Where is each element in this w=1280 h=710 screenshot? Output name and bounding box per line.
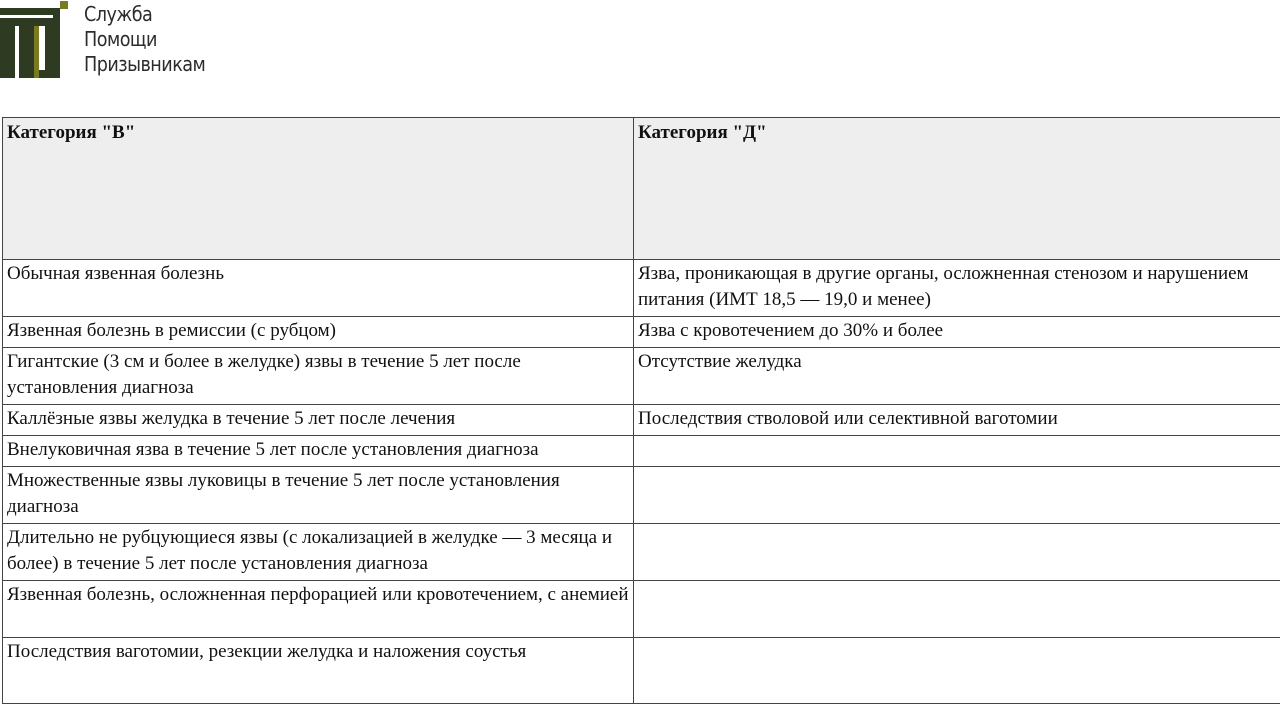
table-row bbox=[3, 317, 1280, 348]
table-cell: Длительно не рубцующиеся язвы (с локализацией в желудке — 3 месяца и более) в течение 5 лет после установления диагноза bbox=[3, 524, 634, 581]
table-cell: Язва с кровотечением до 30% и более bbox=[634, 317, 1280, 348]
logo-text bbox=[84, 2, 205, 77]
table-row bbox=[3, 638, 1280, 704]
table-cell: Внелуковичная язва в течение 5 лет после установления диагноза bbox=[3, 436, 634, 467]
table-cell: Последствия стволовой или селективной ваготомии bbox=[634, 405, 1280, 436]
table-cell: Множественные язвы луковицы в течение 5 лет после установления диагноза bbox=[3, 467, 634, 524]
logo-line-1: Служба bbox=[84, 2, 153, 26]
table-cell: Обычная язвенная болезнь bbox=[3, 260, 634, 317]
table-row bbox=[3, 524, 1280, 581]
header-category-d: Категория "Д" bbox=[634, 118, 1280, 260]
table-cell bbox=[634, 638, 1280, 704]
table-row bbox=[3, 348, 1280, 405]
category-table bbox=[2, 117, 1280, 704]
table-cell: Последствия ваготомии, резекции желудка и наложения соустья bbox=[3, 638, 634, 704]
table-cell: Гигантские (3 см и более в желудке) язвы в течение 5 лет после установления диагноза bbox=[3, 348, 634, 405]
site-logo[interactable] bbox=[0, 0, 230, 82]
table-cell bbox=[634, 581, 1280, 638]
table-row bbox=[3, 581, 1280, 638]
logo-line-2: Помощи bbox=[84, 27, 157, 51]
table-cell: Каллёзные язвы желудка в течение 5 лет после лечения bbox=[3, 405, 634, 436]
table-row bbox=[3, 260, 1280, 317]
table-cell: Язва, проникающая в другие органы, осложненная стенозом и нарушением питания (ИМТ 18,5 — 19,0 и менее) bbox=[634, 260, 1280, 317]
table-cell bbox=[634, 524, 1280, 581]
table-header-row bbox=[3, 118, 1280, 260]
logo-mark-icon bbox=[0, 0, 72, 82]
header-category-v: Категория "В" bbox=[3, 118, 634, 260]
table-cell: Язвенная болезнь в ремиссии (с рубцом) bbox=[3, 317, 634, 348]
table-cell: Язвенная болезнь, осложненная перфорацией или кровотечением, с анемией bbox=[3, 581, 634, 638]
table-row bbox=[3, 436, 1280, 467]
table-cell bbox=[634, 436, 1280, 467]
table-cell bbox=[634, 467, 1280, 524]
table-cell: Отсутствие желудка bbox=[634, 348, 1280, 405]
table-row bbox=[3, 405, 1280, 436]
logo-line-3: Призывникам bbox=[84, 52, 206, 76]
table-row bbox=[3, 467, 1280, 524]
